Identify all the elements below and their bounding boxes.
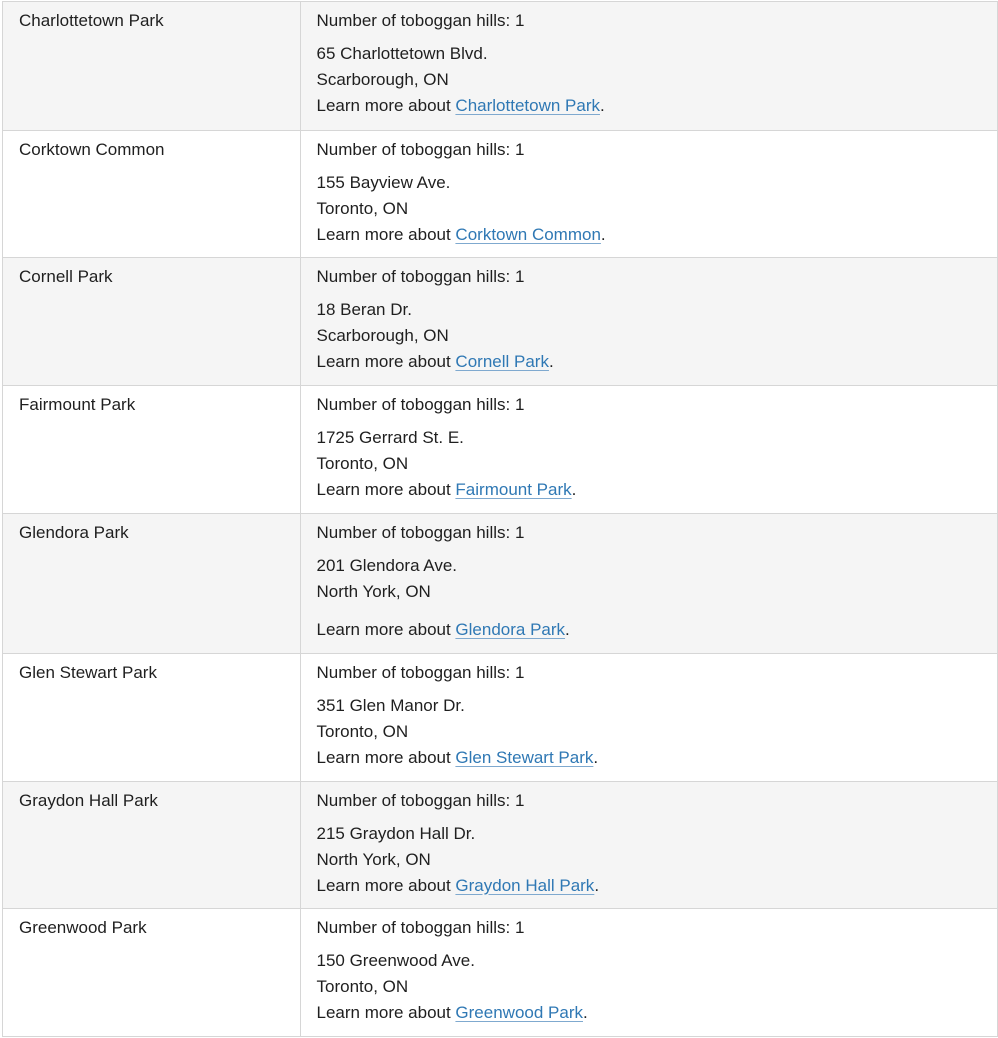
park-name: Cornell Park bbox=[19, 266, 113, 286]
hills-count: Number of toboggan hills: 1 bbox=[316, 266, 525, 286]
table-row bbox=[3, 2, 997, 130]
park-name: Graydon Hall Park bbox=[19, 790, 158, 810]
learn-more-line: Learn more about Corktown Common. bbox=[316, 224, 606, 244]
park-city: Toronto, ON bbox=[316, 721, 409, 741]
park-link[interactable]: Corktown Common bbox=[455, 224, 601, 244]
park-link[interactable]: Glendora Park bbox=[455, 619, 566, 639]
park-address: 155 Bayview Ave. bbox=[316, 172, 451, 192]
park-city: North York, ON bbox=[316, 581, 431, 601]
learn-more-line: Learn more about Cornell Park. bbox=[316, 351, 554, 371]
park-address: 150 Greenwood Ave. bbox=[316, 950, 475, 970]
park-name-cell bbox=[3, 781, 300, 908]
park-link[interactable]: Cornell Park bbox=[455, 351, 549, 371]
park-link[interactable]: Graydon Hall Park bbox=[455, 875, 595, 895]
park-info-cell bbox=[300, 130, 997, 257]
park-city: Toronto, ON bbox=[316, 198, 409, 218]
park-name: Corktown Common bbox=[19, 139, 165, 159]
hills-count: Number of toboggan hills: 1 bbox=[316, 662, 525, 682]
table-row bbox=[3, 513, 997, 653]
hills-count: Number of toboggan hills: 1 bbox=[316, 11, 525, 30]
park-info-cell bbox=[300, 908, 997, 1036]
park-info-cell bbox=[300, 781, 997, 908]
park-name-cell bbox=[3, 130, 300, 257]
learn-more-line: Learn more about Glendora Park. bbox=[316, 619, 570, 639]
park-city: Scarborough, ON bbox=[316, 70, 449, 89]
hills-count: Number of toboggan hills: 1 bbox=[316, 139, 525, 159]
park-address: 351 Glen Manor Dr. bbox=[316, 695, 465, 715]
park-link[interactable]: Charlottetown Park bbox=[455, 96, 600, 115]
park-info-cell bbox=[300, 385, 997, 513]
toboggan-hills-table bbox=[2, 1, 998, 1037]
park-link[interactable]: Glen Stewart Park bbox=[455, 747, 594, 767]
table-row bbox=[3, 781, 997, 908]
park-name: Glendora Park bbox=[19, 522, 129, 542]
hills-count: Number of toboggan hills: 1 bbox=[316, 790, 525, 810]
park-address: 1725 Gerrard St. E. bbox=[316, 427, 464, 447]
table-row bbox=[3, 653, 997, 781]
park-name-cell bbox=[3, 2, 300, 130]
park-name-cell bbox=[3, 385, 300, 513]
park-address: 18 Beran Dr. bbox=[316, 299, 412, 319]
park-city: North York, ON bbox=[316, 849, 431, 869]
park-name: Fairmount Park bbox=[19, 394, 136, 414]
table-row bbox=[3, 130, 997, 257]
park-info-cell bbox=[300, 513, 997, 653]
park-name-cell bbox=[3, 513, 300, 653]
learn-more-line: Learn more about Charlottetown Park. bbox=[316, 96, 605, 115]
learn-more-line: Learn more about Glen Stewart Park. bbox=[316, 747, 599, 767]
park-name-cell bbox=[3, 653, 300, 781]
hills-count: Number of toboggan hills: 1 bbox=[316, 522, 525, 542]
table-row bbox=[3, 908, 997, 1036]
park-name-cell bbox=[3, 257, 300, 385]
hills-count: Number of toboggan hills: 1 bbox=[316, 394, 525, 414]
learn-more-line: Learn more about Greenwood Park. bbox=[316, 1002, 588, 1022]
learn-more-line: Learn more about Fairmount Park. bbox=[316, 479, 577, 499]
parks-table bbox=[3, 2, 997, 1037]
park-city: Toronto, ON bbox=[316, 976, 409, 996]
park-city: Scarborough, ON bbox=[316, 325, 449, 345]
park-city: Toronto, ON bbox=[316, 453, 409, 473]
park-name-cell bbox=[3, 908, 300, 1036]
park-info-cell bbox=[300, 653, 997, 781]
park-name: Greenwood Park bbox=[19, 917, 147, 937]
learn-more-line: Learn more about Graydon Hall Park. bbox=[316, 875, 600, 895]
park-info-cell bbox=[300, 2, 997, 130]
table-row bbox=[3, 385, 997, 513]
park-name: Charlottetown Park bbox=[19, 11, 164, 30]
park-link[interactable]: Greenwood Park bbox=[455, 1002, 583, 1022]
hills-count: Number of toboggan hills: 1 bbox=[316, 917, 525, 937]
park-name: Glen Stewart Park bbox=[19, 662, 157, 682]
park-address: 65 Charlottetown Blvd. bbox=[316, 44, 488, 63]
park-address: 201 Glendora Ave. bbox=[316, 555, 458, 575]
park-info-cell bbox=[300, 257, 997, 385]
park-link[interactable]: Fairmount Park bbox=[455, 479, 572, 499]
table-row bbox=[3, 257, 997, 385]
park-address: 215 Graydon Hall Dr. bbox=[316, 823, 476, 843]
